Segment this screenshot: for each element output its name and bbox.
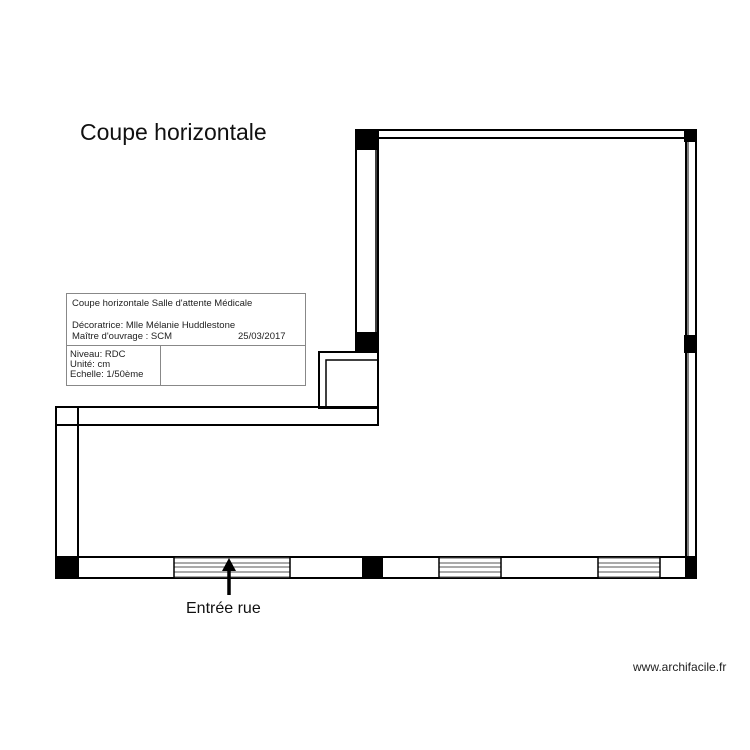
- bottom-windows: [174, 558, 660, 577]
- title-block: [66, 293, 306, 386]
- title-block-echelle: Echelle: 1/50ème: [70, 369, 144, 380]
- title-block-maitre: Maître d'ouvrage : SCM: [72, 331, 173, 342]
- left-upper-wall: [356, 130, 378, 352]
- entrance-label: Entrée rue: [186, 600, 261, 617]
- title-block-unite: Unité: cm: [70, 359, 111, 370]
- top-wall: [356, 130, 696, 138]
- title-block-date: 25/03/2017: [238, 331, 286, 342]
- title-block-line1: Coupe horizontale Salle d'attente Médicale: [72, 298, 253, 309]
- middle-wall: [56, 407, 378, 425]
- watermark-text: www.archifacile.fr: [633, 660, 727, 674]
- plan-title: Coupe horizontale: [80, 119, 267, 145]
- title-block-niveau: Niveau: RDC: [70, 349, 126, 360]
- title-block-decoratrice: Décoratrice: Mlle Mélanie Huddlestone: [72, 320, 236, 331]
- left-wall: [56, 407, 78, 578]
